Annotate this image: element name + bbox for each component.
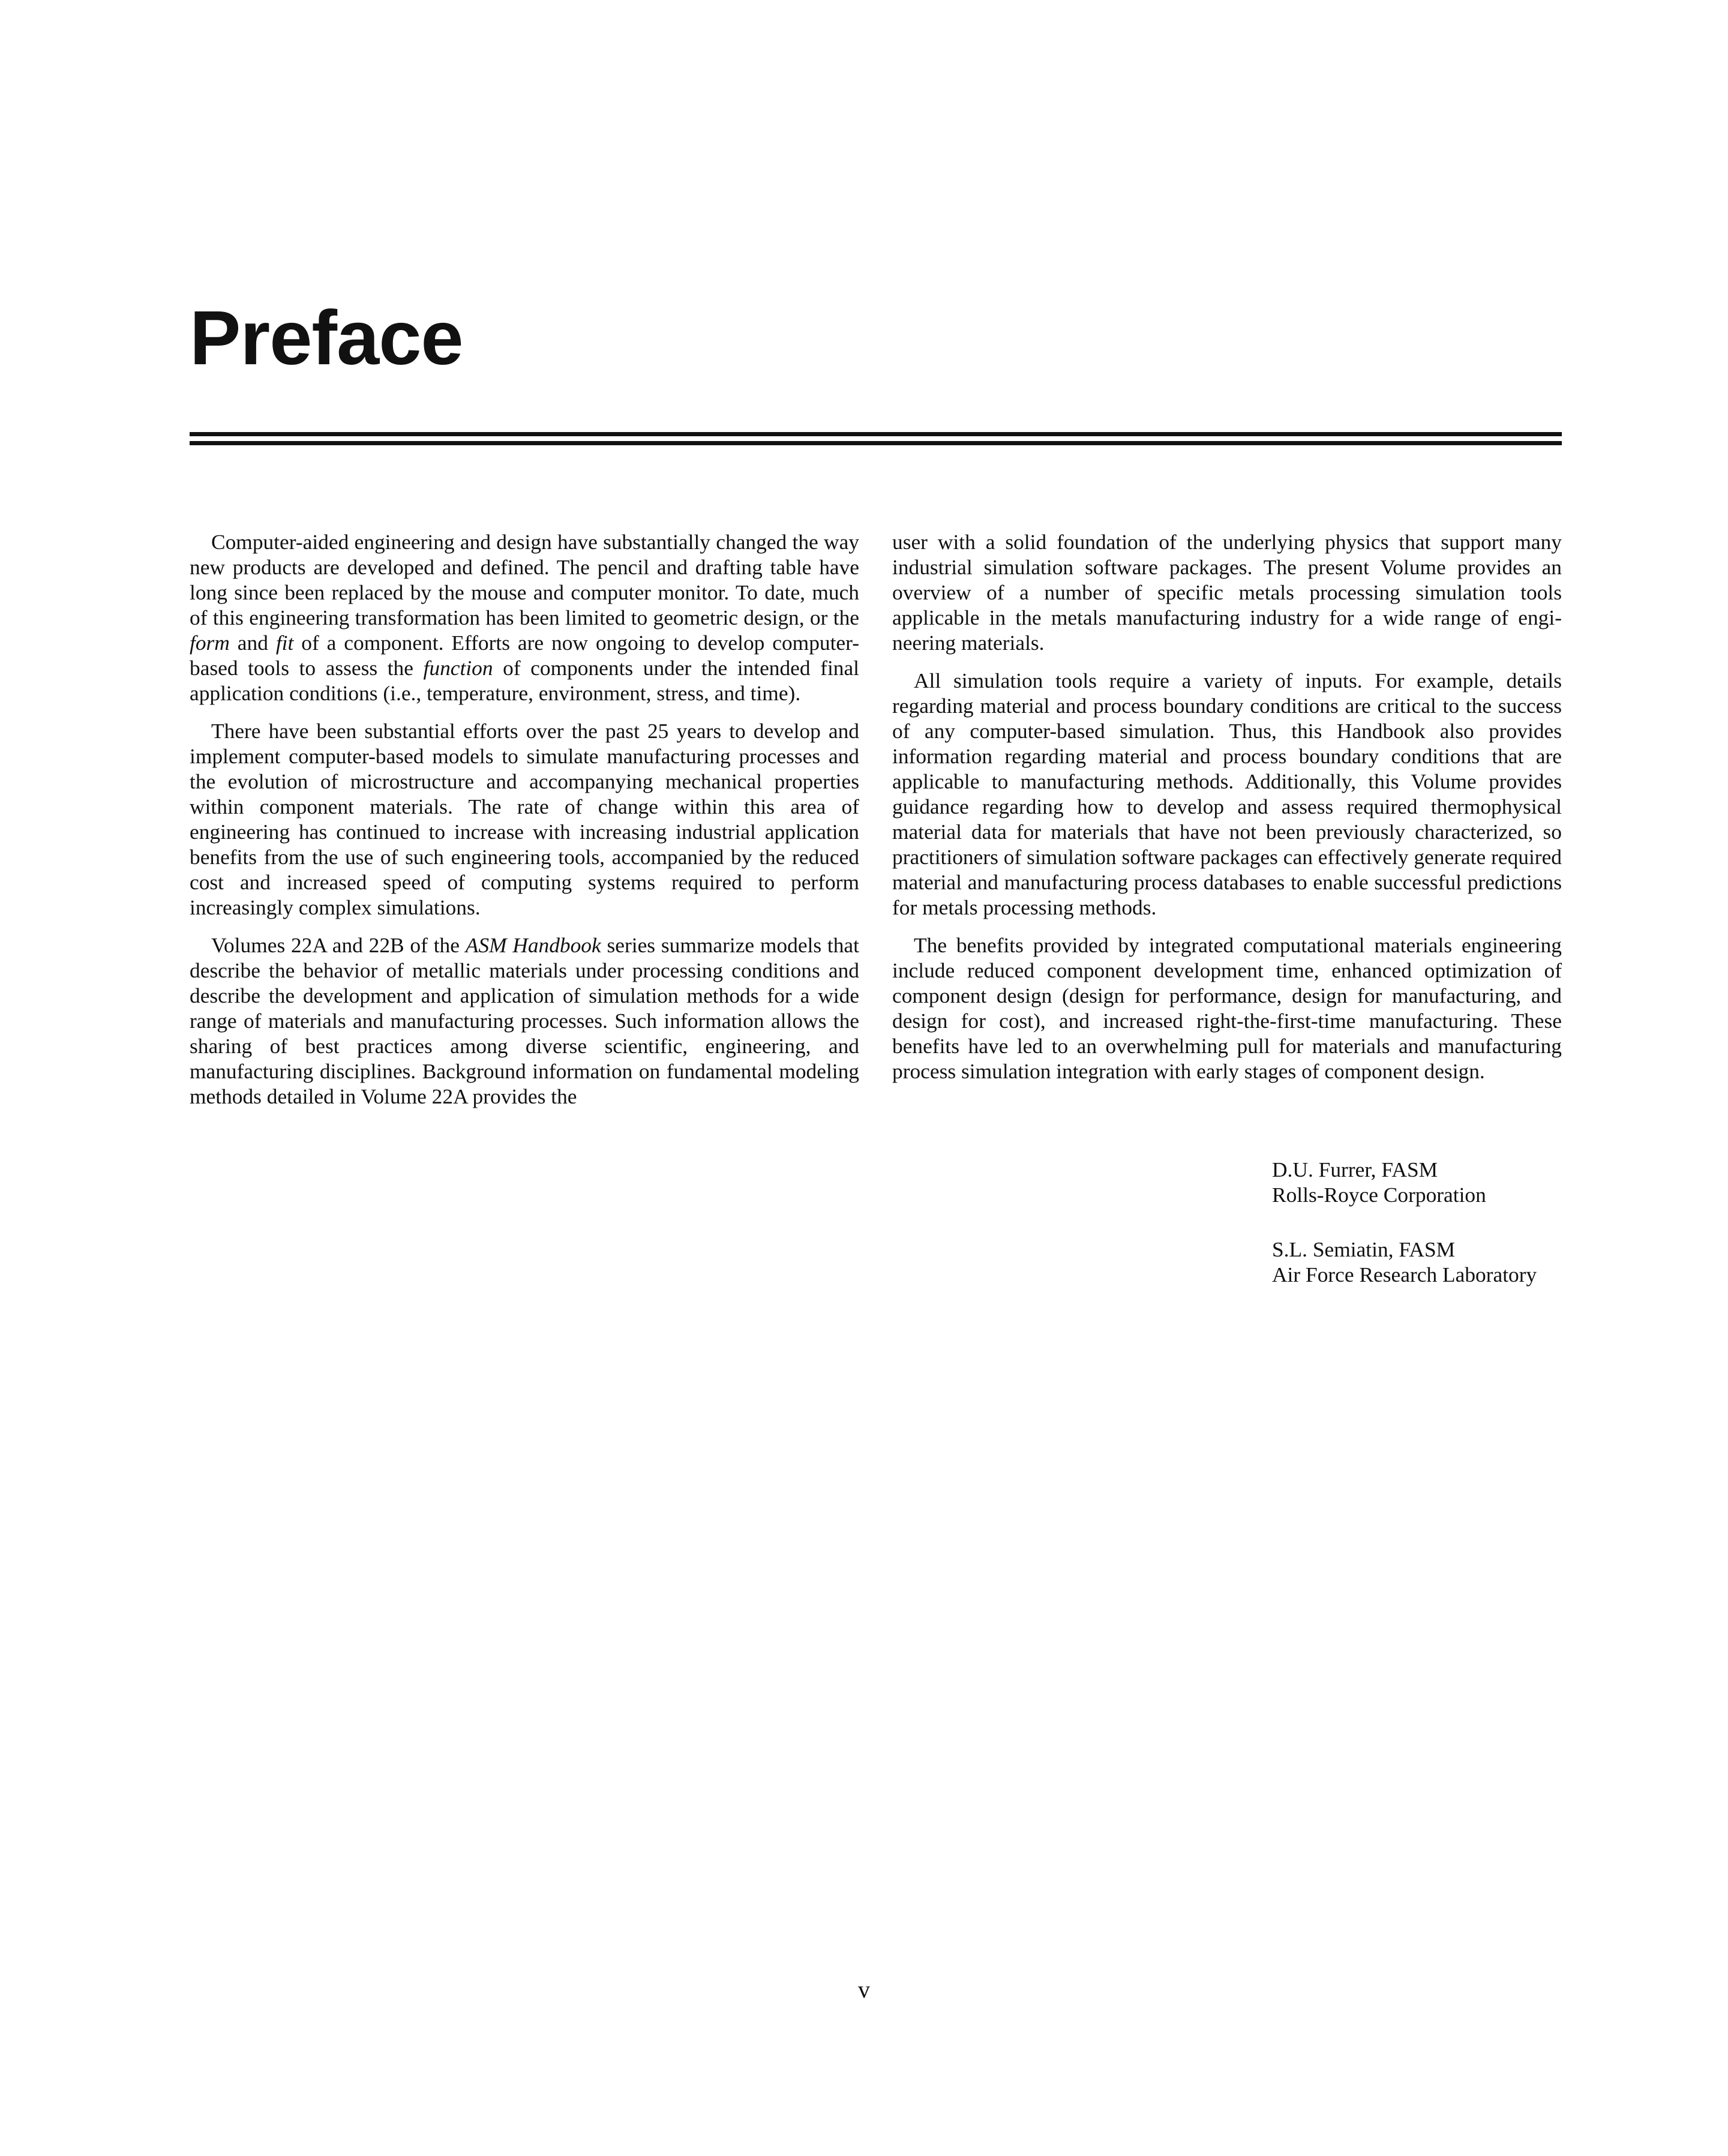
paragraph-1: Computer-aided engineering and design have substantially changed the way new products are developed and defined. The pencil and drafting table have long since been replaced by the mouse and computer monitor. To date, much of this engineering transformation has been limited to geometric design, or the form and fit of a component. Efforts are now ongoing to develop computer-based tools to assess the function of components under the intended final application conditions (i.e., temperature, environment, stress, and time). [190, 530, 860, 705]
paragraph-3: Volumes 22A and 22B of the ASM Handbook series summarize models that describe the behavior of metallic materials under processing conditions and describe the development and application of simulation methods for a wide range of materials and manufacturing processes. Such information allows the sharing of best practices among diverse scientific, engineering, and manufacturing disciplines. Background information on fundamental modeling methods detailed in Volume 22A provides the [190, 933, 859, 1108]
paragraph-continued: user with a solid foundation of the underlying physics that support many industrial simulation software packages. The present Volume provides an overview of a number of specific metals processing simulation tools applicable in the metals manufacturing industry for a wide range of engineering materials. [892, 530, 1562, 655]
title-rule-upper [190, 432, 1562, 436]
signature-block-semiatin [1272, 1237, 1562, 1287]
left-column [190, 529, 859, 1122]
signature-affiliation: Air Force Research Laboratory [1272, 1263, 1537, 1287]
signature-name: S.L. Semiatin, FASM [1272, 1237, 1456, 1261]
page-number: v [858, 1976, 870, 2003]
right-column [892, 529, 1562, 1096]
signature-block-furrer [1272, 1157, 1562, 1207]
emphasis-function: function [423, 656, 493, 680]
emphasis-fit: fit [275, 631, 294, 655]
paragraph-5: The benefits provided by integrated computational materials engineering include reduced component development time, enhanced optimization of component design (design for performance, design for manufacturing, and design for cost), and increased right-the-first-time manufacturing. These benefits have led to an overwhelming pull for materials and manufacturing process simulation integration with early stages of component design. [892, 933, 1562, 1083]
emphasis-form: form [190, 631, 230, 655]
signature-affiliation: Rolls-Royce Corporation [1272, 1183, 1486, 1207]
signature-name: D.U. Furrer, FASM [1272, 1158, 1438, 1182]
paragraph-2: There have been substantial efforts over the past 25 years to develop and implement computer-based models to simulate manufacturing processes and the evolution of microstructure and accompanying mechanical properties within component materials. The rate of change within this area of engineering has continued to increase with increasing industrial application benefits from the use of such engineering tools, accompanied by the reduced cost and increased speed of computing systems required to perform increasingly complex simulations. [190, 719, 859, 919]
title-rule-lower [190, 441, 1562, 445]
emphasis-asm-handbook: ASM Handbook [465, 933, 601, 957]
paragraph-4: All simulation tools require a variety of inputs. For example, details regarding material and process boundary conditions are critical to the success of any computer-based simulation. Thus, this Handbook also provides information regarding material and process boundary conditions that are applicable to manufacturing methods. Additionally, this Volume provides guidance regarding how to develop and assess required thermophysical material data for materials that have not been previously characterized, so practitioners of simulation software packages can effectively generate required material and manufacturing process databases to enable successful predictions for metals processing methods. [892, 668, 1562, 919]
page-title: Preface [190, 295, 463, 381]
